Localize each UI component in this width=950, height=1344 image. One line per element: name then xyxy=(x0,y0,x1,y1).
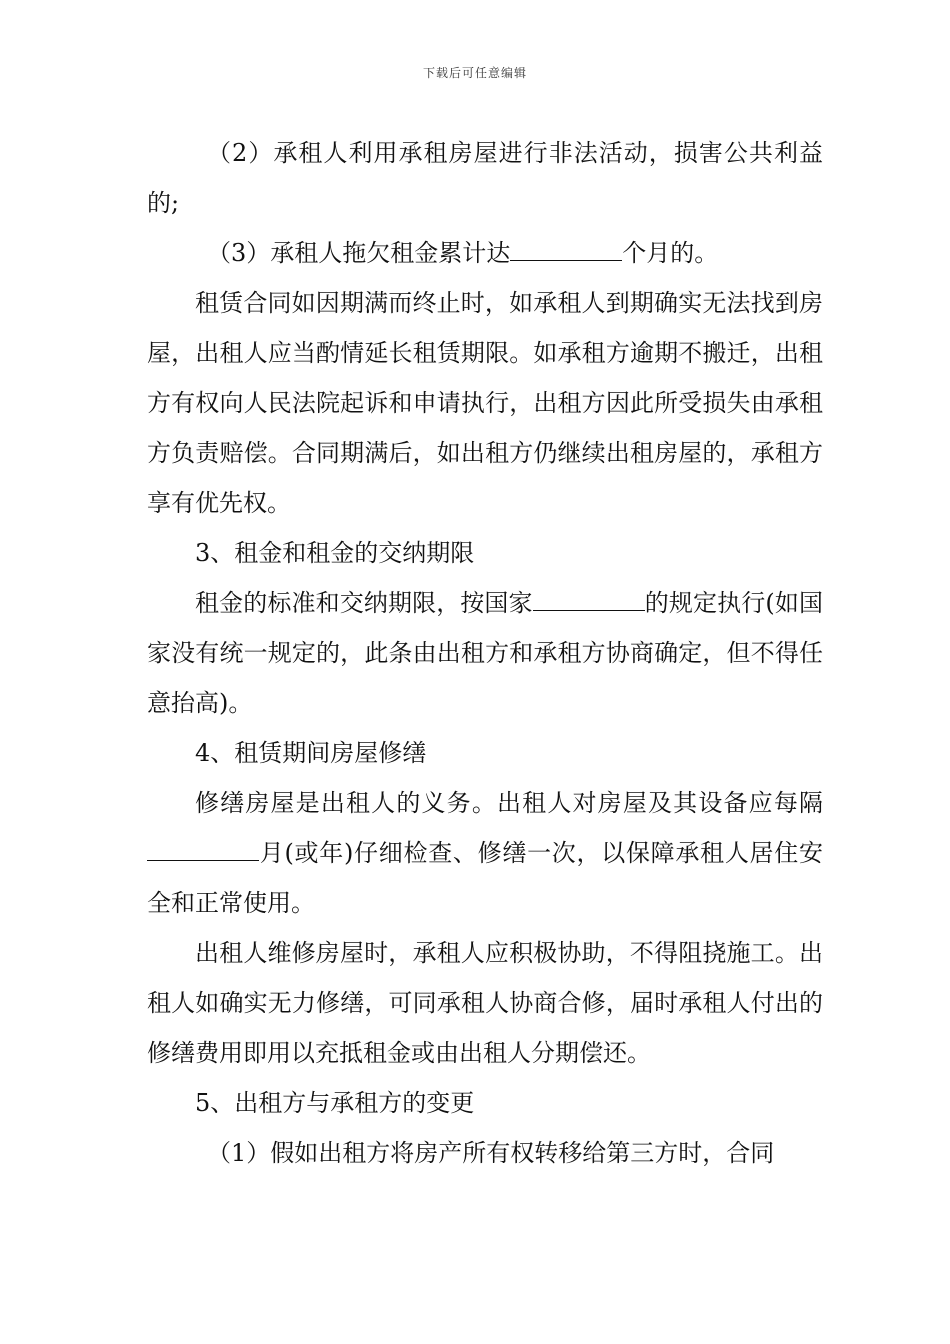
section-heading-5: 5、出租方与承租方的变更 xyxy=(195,1089,475,1117)
clause-item-3-text: （3）承租人拖欠租金累计达 xyxy=(207,239,511,267)
fill-blank-interval xyxy=(147,838,259,861)
clause-change-1: （1）假如出租方将房产所有权转移给第三方时，合同 xyxy=(207,1139,775,1167)
page-header: 下载后可任意编辑 xyxy=(422,66,527,80)
paragraph-rent xyxy=(147,578,823,728)
section-heading-4: 4、租赁期间房屋修缮 xyxy=(195,739,427,767)
fill-blank-regulation xyxy=(533,588,645,611)
clause-item-2: （2）承租人利用承租房屋进行非法活动，损害公共利益的; xyxy=(147,139,823,217)
paragraph-repair-cooperation: 出租人维修房屋时，承租人应积极协助，不得阻挠施工。出租人如确实无力修缮，可同承租人协商合修，届时承租人付出的修缮费用即用以充抵租金或由出租人分期偿还。 xyxy=(147,939,823,1067)
paragraph-repair-duty xyxy=(147,778,823,928)
paragraph-repair-tail: 月(或年)仔细检查、修缮一次，以保障承租人居住安全和正常使用。 xyxy=(147,839,823,917)
paragraph-rent-text: 租金的标准和交纳期限，按国家 xyxy=(195,589,533,617)
paragraph-termination: 租赁合同如因期满而终止时，如承租人到期确实无法找到房屋，出租人应当酌情延长租赁期限。如承租方逾期不搬迁，出租方有权向人民法院起诉和申请执行，出租方因此所受损失由承租方负责赔偿。合同期满后，如出租方仍继续出租房屋的，承租方享有优先权。 xyxy=(147,289,823,517)
paragraph-rent-tail: 的规定执行(如国家没有统一规定的，此条由出租方和承租方协商确定，但不得任意抬高)。 xyxy=(147,589,823,717)
clause-item-3 xyxy=(147,228,823,278)
fill-blank-months xyxy=(510,238,622,261)
document-body xyxy=(147,128,823,1178)
clause-item-3-tail: 个月的。 xyxy=(622,239,719,267)
section-heading-3: 3、租金和租金的交纳期限 xyxy=(195,539,475,567)
paragraph-repair-text: 修缮房屋是出租人的义务。出租人对房屋及其设备应每隔 xyxy=(195,789,823,817)
